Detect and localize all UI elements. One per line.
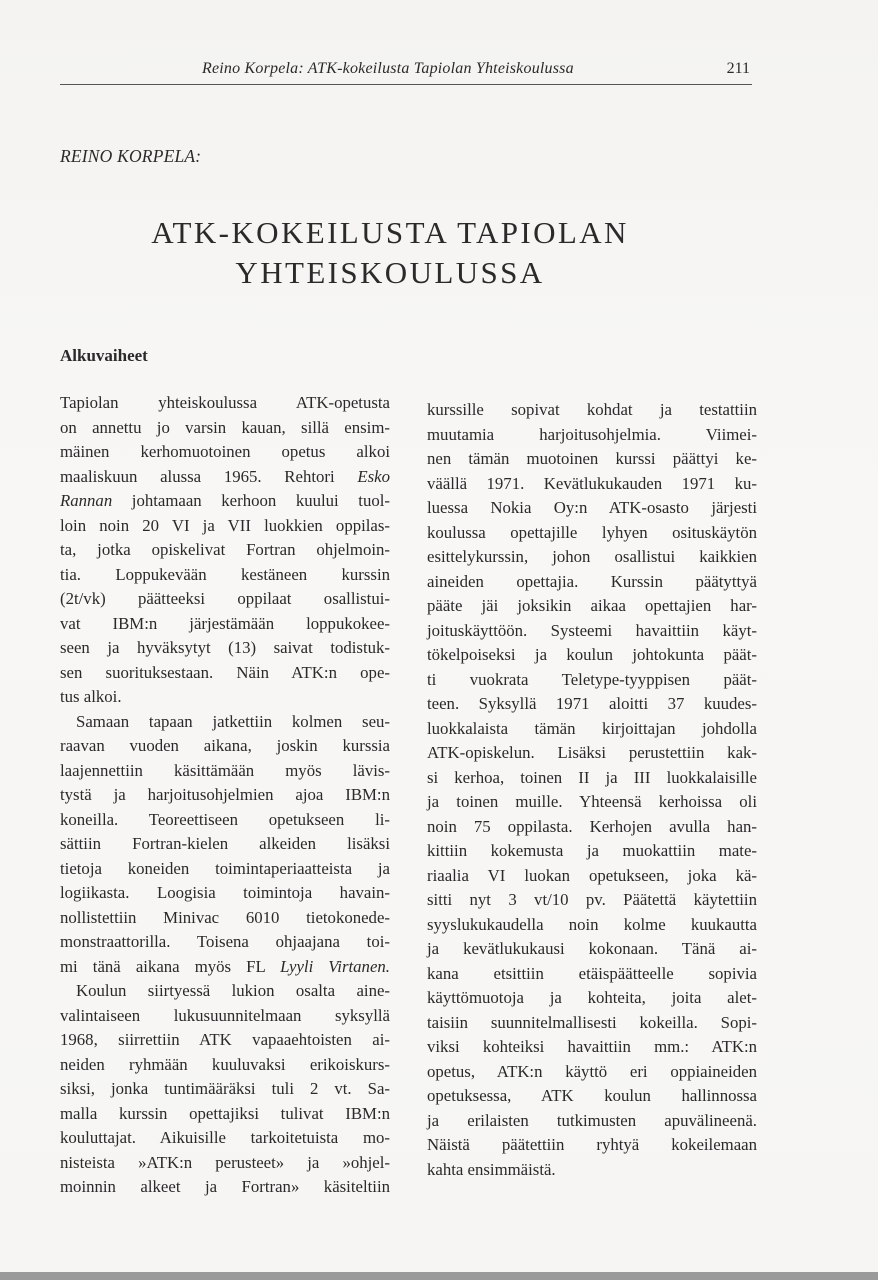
article-author: REINO KORPELA: [60,146,202,166]
text-line: opetuksessa, ATK koulun hallinnossa [427,1086,757,1105]
text-line: laajennettiin käsittämään myös lävis- [60,760,390,780]
text-line: loin noin 20 VI ja VII luokkien oppilas- [60,515,390,535]
person-name: Esko [357,466,390,486]
text-line: Tapiolan yhteiskoulussa ATK-opetusta [60,393,390,412]
text-line: ja kevätlukukausi kokonaan. Tänä ai- [427,939,757,958]
text-line: valintaiseen lukusuunnitelmaan syksyllä [60,1005,390,1025]
text-line: tus alkoi. [60,687,122,706]
running-header [60,60,752,85]
text-line: teen. Syksyllä 1971 aloitti 37 kuudes- [427,694,757,713]
text-line: aineiden opettajia. Kurssin päätyttyä [427,571,757,591]
right-column [427,398,757,1182]
text-line: väällä 1971. Kevätlukukauden 1971 ku- [427,473,757,493]
text-line: tökelpoiseksi ja koulun johtokunta päät- [427,645,757,664]
text-line: moinnin alkeet ja Fortran» käsiteltiin [60,1177,390,1196]
text-fragment: maaliskuun alussa 1965. Rehtori [60,466,358,486]
text-line: taisiin suunnitelmallisesti kokeilla. Sopi- [427,1012,757,1032]
text-line: kittiin kokemusta ja muokattiin mate- [427,841,757,860]
text-line: seen ja hyväksytyt (13) saivat todistuk- [60,638,390,657]
text-line: muutamia harjoitusohjelmia. Viimei- [427,424,757,444]
page-number: 211 [726,60,750,77]
text-line [60,489,390,514]
text-line: kahta ensimmäistä. [427,1159,556,1179]
text-line: tietoja koneiden toimintaperiaatteista ja [60,858,390,878]
section-heading: Alkuvaiheet [60,346,148,365]
left-column [60,391,390,1200]
text-line: luokkalaista tämän kirjoittajan johdolla [427,718,757,738]
text-line: ta, jotka opiskelivat Fortran ohjelmoin- [60,540,390,559]
text-line: tia. Loppukevään kestäneen kurssin [60,564,390,584]
running-title: Reino Korpela: ATK-kokeilusta Tapiolan Yhteiskoulussa [202,60,574,77]
text-line: koulussa opettajille lyhyen osituskäytön [427,522,757,542]
text-line: Näistä päätettiin ryhtyä kokeilemaan [427,1135,757,1154]
text-line: opetus, ATK:n käyttö eri oppiaineiden [427,1061,757,1081]
article-title [60,213,720,293]
text-line: mäinen kerhomuotoinen opetus alkoi [60,442,390,461]
text-line: viksi kohteiksi havaittiin mm.: ATK:n [427,1037,757,1056]
person-name: Rannan [60,491,113,510]
text-line: syyslukukaudella noin kolme kuukautta [427,914,757,934]
text-line: Koulun siirtyessä lukion osalta aine- [76,981,390,1000]
text-line: kouluttajat. Aikuisille tarkoitetuista mo- [60,1128,390,1147]
text-line: noin 75 oppilasta. Kerhojen avulla han- [427,816,757,836]
text-line [60,955,390,980]
text-line: nisteista »ATK:n perusteet» ja »ohjel- [60,1152,390,1172]
text-line: si kerhoa, toinen II ja III luokkalaisille [427,767,757,787]
text-line: logiikasta. Loogisia toimintoja havain- [60,883,390,902]
text-line: tystä ja harjoitusohjelmien ajoa IBM:n [60,785,390,804]
text-line: koneilla. Teoreettiseen opetukseen li- [60,809,390,829]
text-line: neiden ryhmään kuuluvaksi erikoiskurs- [60,1054,390,1074]
text-line [60,465,390,490]
text-line: siksi, jonka tuntimääräksi tuli 2 vt. Sa- [60,1079,390,1098]
text-line: malla kurssin opettajiksi tulivat IBM:n [60,1103,390,1123]
text-line: ATK-opiskelun. Lisäksi perustettiin kak- [427,743,757,762]
text-line: ja toinen muille. Yhteensä kerhoissa oli [427,792,757,811]
text-line: 1968, siirrettiin ATK vapaaehtoisten ai- [60,1030,390,1049]
text-line: nen tämän muotoinen kurssi päättyi ke- [427,449,757,468]
text-line: kurssille sopivat kohdat ja testattiin [427,400,757,419]
title-line-2: YHTEISKOULUSSA [235,254,545,290]
text-line: pääte jäi joksikin aikaa opettajien har- [427,596,757,615]
person-name: Lyyli Virtanen. [280,956,390,976]
text-line: joituskäyttöön. Systeemi havaittiin käyt- [427,620,757,640]
text-line: sitti nyt 3 vt/10 pv. Päätettä käytettiin [427,890,757,909]
text-line: on annettu jo varsin kauan, sillä ensim- [60,417,390,437]
text-line: käyttömuotoja ja kohteita, joita alet- [427,988,757,1007]
text-line: sättiin Fortran-kielen alkeiden lisäksi [60,834,390,853]
text-line: sen suorituksestaan. Näin ATK:n ope- [60,662,390,682]
text-line: kana etsittiin etäispäätteelle sopivia [427,963,757,983]
text-line: riaalia VI luokan opetukseen, joka kä- [427,865,757,885]
text-line: ti vuokrata Teletype-tyyppisen päät- [427,669,757,689]
text-line: monstraattorilla. Toisena ohjaajana toi- [60,932,390,951]
text-line: raavan vuoden aikana, joskin kurssia [60,736,390,755]
text-fragment: johtamaan kerhoon kuului tuol- [131,491,390,510]
title-line-1: ATK-KOKEILUSTA TAPIOLAN [151,214,629,250]
scan-bottom-edge [0,1272,878,1280]
text-fragment: mi tänä aikana myös FL [60,956,281,976]
text-line: nollistettiin Minivac 6010 tietokonede- [60,907,390,927]
text-line: ja erilaisten tutkimusten apuvälineenä. [427,1110,757,1130]
text-line: vat IBM:n järjestämään loppukokee- [60,613,390,633]
text-line: Samaan tapaan jatkettiin kolmen seu- [76,711,390,731]
text-line: (2t/vk) päätteeksi oppilaat osallistui- [60,589,390,608]
text-line: luessa Nokia Oy:n ATK-osasto järjesti [427,498,757,517]
text-line: esittelykurssin, johon osallistui kaikkien [427,547,757,566]
